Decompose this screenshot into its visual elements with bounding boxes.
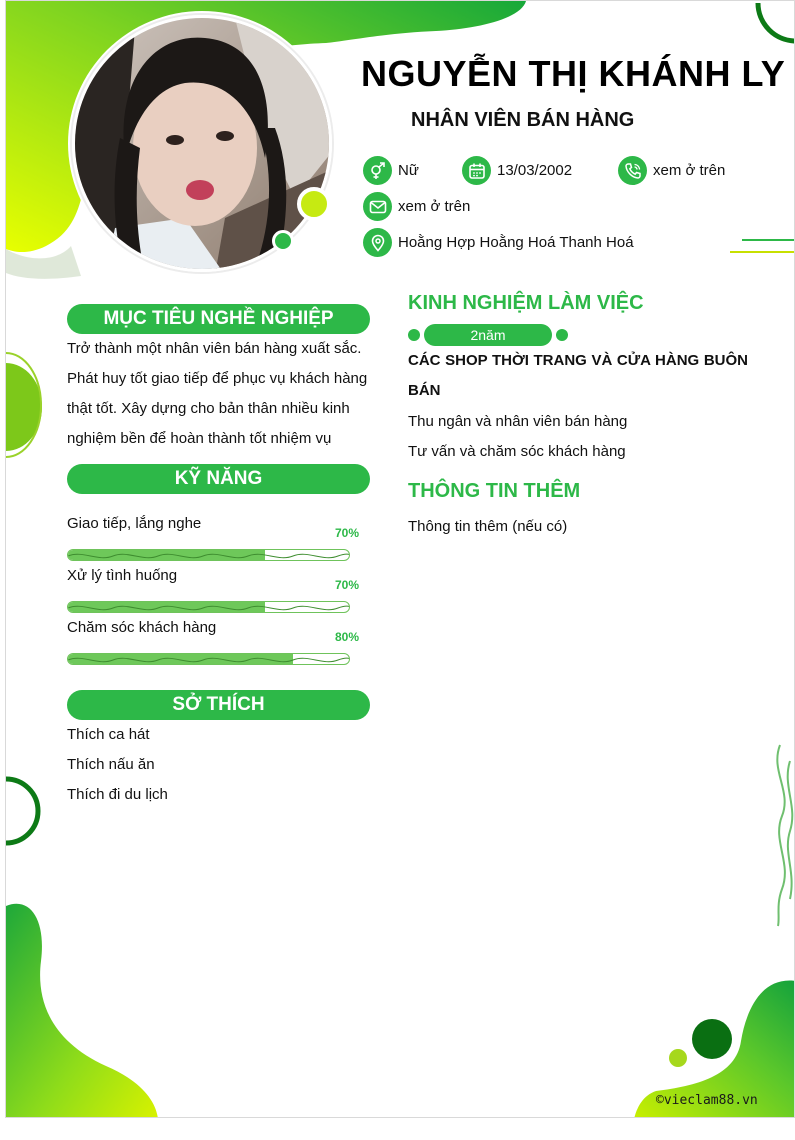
contact-gender <box>363 156 419 185</box>
experience-company: CÁC SHOP THỜI TRANG VÀ CỬA HÀNG BUÔN BÁN <box>408 352 748 399</box>
full-name: NGUYỄN THỊ KHÁNH LY <box>361 53 786 94</box>
calendar-icon <box>462 156 491 185</box>
gender-icon <box>363 156 392 185</box>
location-pin-icon <box>363 228 392 257</box>
skills-heading: KỸ NĂNG <box>67 464 370 494</box>
address-value: Hoằng Hợp Hoằng Hoá Thanh Hoá <box>398 234 634 251</box>
experience-heading: KINH NGHIỆM LÀM VIỆC <box>408 292 644 314</box>
objective-line: nghiệm bền để hoàn thành tốt nhiệm vụ <box>67 430 332 447</box>
objective-line: Phát huy tốt giao tiếp để phục vụ khách hàng <box>67 370 368 387</box>
hobbies-heading: SỞ THÍCH <box>67 690 370 720</box>
photo-accent-dots <box>296 186 336 256</box>
phone-icon <box>618 156 647 185</box>
hobby-item: Thích nấu ăn <box>67 756 155 773</box>
contact-phone <box>618 156 725 185</box>
objective-heading: MỤC TIÊU NGHỀ NGHIỆP <box>67 304 370 334</box>
skill-bar-wave <box>68 602 350 613</box>
experience-duration: 2năm <box>424 324 552 346</box>
hobby-item: Thích đi du lịch <box>67 786 168 803</box>
skill-label: Xử lý tình huống <box>67 567 178 584</box>
experience-duty: Thu ngân và nhân viên bán hàng <box>408 413 628 430</box>
watermark: ©vieclam88.vn <box>656 1093 758 1108</box>
skill-bar <box>67 549 350 561</box>
skill-label: Giao tiếp, lắng nghe <box>67 515 202 532</box>
skill-bar <box>67 601 350 613</box>
contact-address <box>363 228 634 257</box>
photo-accent-small-dot <box>272 230 294 252</box>
skill-percent: 70% <box>335 526 360 540</box>
phone-value: xem ở trên <box>653 162 726 179</box>
birthday-value: 13/03/2002 <box>497 162 573 179</box>
email-value: xem ở trên <box>398 198 471 215</box>
skill-bar-wave <box>68 550 350 561</box>
job-title: NHÂN VIÊN BÁN HÀNG <box>411 109 635 131</box>
hobby-item: Thích ca hát <box>67 726 150 743</box>
objective-line: Trở thành một nhân viên bán hàng xuất sắc. <box>67 340 362 357</box>
additional-info-text: Thông tin thêm (nếu có) <box>408 518 568 535</box>
additional-info-heading: THÔNG TIN THÊM <box>408 480 581 502</box>
timeline-dot-right <box>556 329 568 341</box>
contact-birthday <box>462 156 572 185</box>
skill-percent: 80% <box>335 630 360 644</box>
skill-bar-wave <box>68 654 350 665</box>
profile-photo <box>72 15 332 272</box>
skill-label: Chăm sóc khách hàng <box>67 619 217 636</box>
mail-icon <box>363 192 392 221</box>
experience-duty: Tư vấn và chăm sóc khách hàng <box>408 443 626 460</box>
skill-bar <box>67 653 350 665</box>
objective-line: thật tốt. Xây dựng cho bản thân nhiều kinh <box>67 400 350 417</box>
skill-percent: 70% <box>335 578 360 592</box>
cv-page <box>5 0 795 1118</box>
contact-email <box>363 192 470 221</box>
objective-text <box>67 334 377 454</box>
gender-value: Nữ <box>398 162 419 179</box>
timeline-dot-left <box>408 329 420 341</box>
